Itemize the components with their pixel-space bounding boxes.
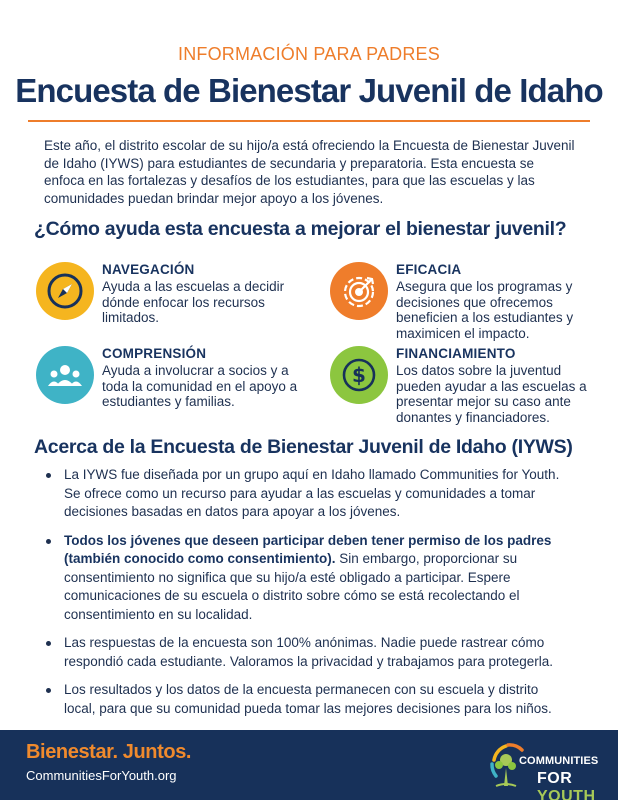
list-item bbox=[46, 466, 570, 522]
eyebrow-label: INFORMACIÓN PARA PADRES bbox=[178, 44, 440, 64]
list-item bbox=[46, 634, 570, 671]
title-divider bbox=[28, 120, 590, 122]
bullet-text: Las respuestas de la encuesta son 100% anónimas. Nadie puede rastrear cómo respondió cada estudiante. Valoramos la privacidad y trabajamos para protegerla. bbox=[64, 635, 554, 669]
footer-brand-line1: COMMUNITIES bbox=[519, 755, 599, 767]
feature-title: COMPRENSIÓN bbox=[102, 346, 207, 361]
footer-bar bbox=[0, 730, 618, 800]
footer-tagline: Bienestar. Juntos. bbox=[26, 741, 192, 763]
feature-title: NAVEGACIÓN bbox=[102, 262, 195, 277]
feature-text: Asegura que los programas y decisiones que ofrecemos beneficien a los estudiantes y maximicen el impacto. bbox=[396, 279, 574, 341]
bullet-text: Sin embargo, proporcionar su consentimiento no significa que su hijo/a esté obligado a participar. Espere comunicaciones de su escuela o distrito sobre cómo se está recolectando el consentimiento en su localidad. bbox=[64, 551, 520, 622]
about-bullet-list bbox=[46, 466, 570, 718]
about-heading: Acerca de la Encuesta de Bienestar Juvenil de Idaho (IYWS) bbox=[34, 436, 573, 458]
feature-title: EFICACIA bbox=[396, 262, 462, 277]
list-item bbox=[46, 532, 570, 625]
how-heading: ¿Cómo ayuda esta encuesta a mejorar el bienestar juvenil? bbox=[34, 218, 567, 240]
bullet-text: La IYWS fue diseñada por un grupo aquí en Idaho llamado Communities for Youth. Se ofrece como un recurso para ayudar a las escuelas y comunidades a tomar decisiones basadas en datos para apoyar a los jóvenes. bbox=[64, 467, 560, 519]
feature-title: FINANCIAMIENTO bbox=[396, 346, 516, 361]
list-item bbox=[46, 681, 570, 718]
bullet-text: Los resultados y los datos de la encuesta permanecen con su escuela y distrito local, para que su comunidad pueda tomar las mejores decisiones para los niños. bbox=[64, 682, 552, 716]
page-title: Encuesta de Bienestar Juvenil de Idaho bbox=[15, 72, 603, 109]
footer-url-link[interactable]: CommunitiesForYouth.org bbox=[26, 768, 177, 783]
intro-paragraph: Este año, el distrito escolar de su hijo/a está ofreciendo la Encuesta de Bienestar Juvenil de Idaho (IYWS) para estudiantes de secundaria y preparatoria. Esta encuesta se enfoca en las fortalezas y desafíos de los estudiantes, para que las escuelas y las comunidades puedan brindar mejor apoyo a los jóvenes. bbox=[44, 138, 575, 206]
dollar-icon bbox=[330, 346, 388, 404]
svg-text:$: $ bbox=[352, 363, 366, 387]
feature-text: Los datos sobre la juventud pueden ayudar a las escuelas a presentar mejor su caso ante donantes y financiadores. bbox=[396, 363, 587, 425]
compass-icon bbox=[36, 262, 94, 320]
feature-text: Ayuda a las escuelas a decidir dónde enfocar los recursos limitados. bbox=[102, 279, 285, 325]
target-icon bbox=[330, 262, 388, 320]
footer-brand-line2 bbox=[537, 770, 618, 800]
people-icon bbox=[36, 346, 94, 404]
bullet-bold-text: Todos los jóvenes que deseen participar deben tener permiso de los padres (también conocido como consentimiento). bbox=[64, 532, 552, 566]
feature-text: Ayuda a involucrar a socios y a toda la comunidad en el apoyo a estudiantes y familias. bbox=[102, 363, 298, 409]
footer-brand-for: FOR bbox=[537, 770, 573, 787]
footer-brand-youth: YOUTH bbox=[537, 788, 596, 800]
